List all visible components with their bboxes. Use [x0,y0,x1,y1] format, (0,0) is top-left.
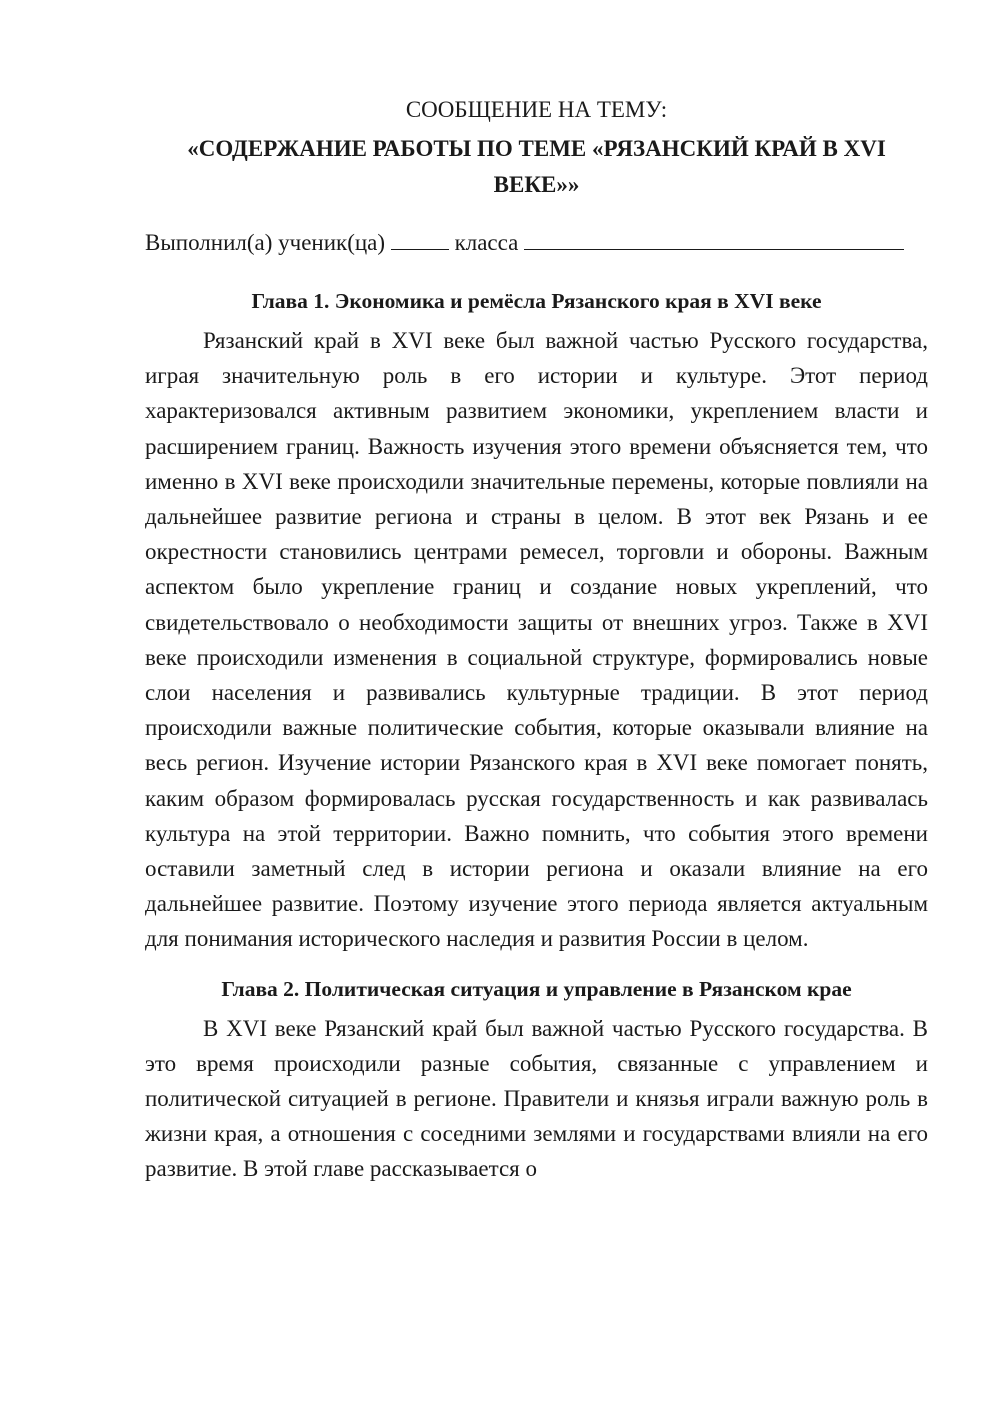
chapter-2-text: В XVI веке Рязанский край был важной частью Русского государства. В это время происходили разные события, связанные с управлением и политической ситуацией в регионе. Правители и князья играли важную роль в жизни края, а отношения с соседними землями и государствами влияли на его развитие. В этой главе рассказывается о [145,1015,928,1182]
student-name-blank [524,225,904,250]
chapter-1-text: Рязанский край в XVI веке был важной частью Русского государства, играя значительную роль в его истории и культуре. Этот период характеризовался активным развитием экономики, укреплением власти и расширением границ. Важность изучения этого времени объясняется тем, что именно в XVI веке происходили значительные перемены, которые повлияли на дальнейшее развитие региона и страны в целом. В этот век Рязань и ее окрестности становились центрами ремесел, торговли и обороны. Важным аспектом было укрепление границ и создание новых укреплений, что свидетельствовало о необходимости защиты от внешних угроз. Также в XVI веке происходили изменения в социальной структуре, формировались новые слои населения и развивались культурные традиции. В этот период происходили важные политические события, которые оказывали влияние на весь регион. Изучение истории Рязанского края в XVI веке помогает понять, каким образом формировалась русская государственность и как развивалась культура на этой территории. Важно помнить, что события этого времени оставили заметный след в истории региона и оказали влияние на его дальнейшее развитие. Поэтому изучение этого периода является актуальным для понимания исторического наследия и развития России в целом. [145,328,928,952]
class-label: класса [454,230,519,255]
chapter-1-title: Глава 1. Экономика и ремёсла Рязанского края в XVI веке [251,289,822,313]
author-line [145,225,928,261]
author-prefix: Выполнил(а) ученик(ца) [145,230,386,255]
document-subtitle: СООБЩЕНИЕ НА ТЕМУ: [405,97,668,122]
chapter-2-title: Глава 2. Политическая ситуация и управление в Рязанском крае [221,976,852,1001]
document-title: «СОДЕРЖАНИЕ РАБОТЫ ПО ТЕМЕ «РЯЗАНСКИЙ КРАЙ В XVI ВЕКЕ»» [187,136,886,197]
class-number-blank [391,225,449,250]
